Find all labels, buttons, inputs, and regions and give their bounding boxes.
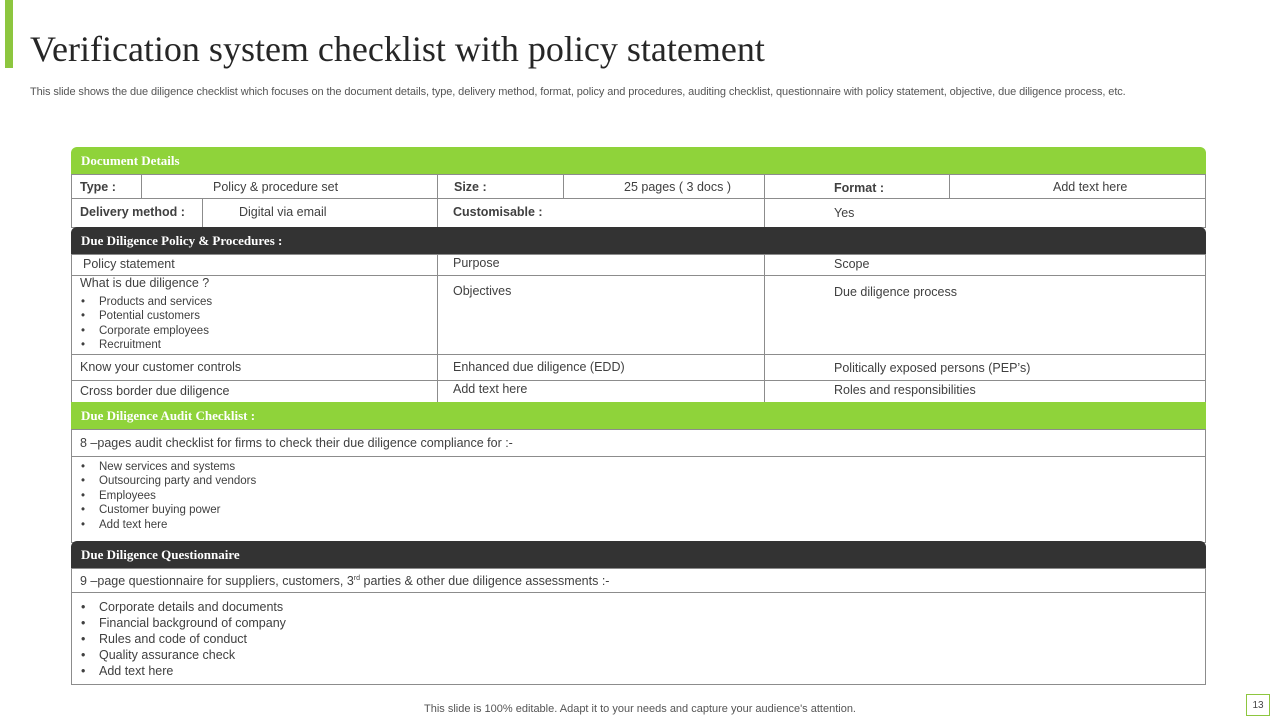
list-item: • Corporate details and documents bbox=[80, 599, 286, 615]
size-value: 25 pages ( 3 docs ) bbox=[624, 180, 732, 194]
divider bbox=[71, 275, 1206, 276]
objectives-label: Objectives bbox=[453, 284, 512, 298]
divider bbox=[437, 254, 438, 403]
divider bbox=[71, 456, 1206, 457]
list-item: • Products and services bbox=[80, 295, 212, 309]
questionnaire-intro bbox=[80, 574, 609, 588]
delivery-method-label: Delivery method : bbox=[80, 205, 185, 219]
questionnaire-intro-prefix: 9 –page questionnaire for suppliers, customers, 3 bbox=[80, 574, 354, 588]
questionnaire-heading: Due Diligence Questionnaire bbox=[81, 546, 240, 562]
divider bbox=[949, 174, 950, 198]
edd-label: Enhanced due diligence (EDD) bbox=[453, 360, 625, 374]
divider bbox=[141, 174, 142, 198]
slide-title: Verification system checklist with policy statement bbox=[30, 29, 765, 69]
divider bbox=[71, 354, 1206, 355]
audit-checklist-list bbox=[80, 460, 256, 532]
kyc-label: Know your customer controls bbox=[80, 360, 242, 374]
list-item: • Recruitment bbox=[80, 338, 212, 352]
policy-statement-label: Policy statement bbox=[83, 257, 175, 271]
page-number: 13 bbox=[1246, 694, 1270, 716]
purpose-label: Purpose bbox=[453, 256, 500, 270]
delivery-method-value: Digital via email bbox=[239, 205, 327, 219]
title-accent-bar bbox=[5, 0, 13, 68]
what-is-due-diligence-list bbox=[80, 295, 212, 353]
list-item: • Financial background of company bbox=[80, 615, 286, 631]
pep-label: Politically exposed persons (PEP’s) bbox=[834, 361, 1031, 375]
due-diligence-process-label: Due diligence process bbox=[834, 285, 957, 299]
size-label: Size : bbox=[454, 180, 487, 194]
divider bbox=[71, 198, 1206, 199]
list-item: • Customer buying power bbox=[80, 503, 256, 517]
what-is-due-diligence-label: What is due diligence ? bbox=[80, 276, 210, 290]
list-item: • Quality assurance check bbox=[80, 647, 286, 663]
cross-border-label: Cross border due diligence bbox=[80, 384, 230, 398]
divider bbox=[764, 254, 765, 403]
format-label: Format : bbox=[834, 181, 884, 195]
policy-procedures-heading: Due Diligence Policy & Procedures : bbox=[81, 232, 283, 248]
list-item: • Outsourcing party and vendors bbox=[80, 474, 256, 488]
questionnaire-list bbox=[80, 599, 286, 679]
type-label: Type : bbox=[80, 180, 116, 194]
list-item: • New services and systems bbox=[80, 460, 256, 474]
document-details-heading: Document Details bbox=[81, 152, 180, 168]
policy-procedures-header bbox=[71, 227, 1206, 254]
questionnaire-header bbox=[71, 541, 1206, 568]
format-value: Add text here bbox=[1053, 180, 1128, 194]
list-item: • Corporate employees bbox=[80, 324, 212, 338]
questionnaire-intro-sup: rd bbox=[353, 574, 361, 582]
audit-intro: 8 –pages audit checklist for firms to check their due diligence compliance for :- bbox=[80, 436, 513, 450]
audit-checklist-heading: Due Diligence Audit Checklist : bbox=[81, 407, 256, 423]
list-item: • Employees bbox=[80, 489, 256, 503]
divider bbox=[764, 174, 765, 228]
divider bbox=[71, 592, 1206, 593]
footer-note: This slide is 100% editable. Adapt it to your needs and capture your audience's attention. bbox=[424, 703, 856, 715]
scope-label: Scope bbox=[834, 257, 870, 271]
questionnaire-intro-suffix: parties & other due diligence assessments :- bbox=[360, 574, 610, 588]
divider bbox=[563, 174, 564, 198]
list-item: • Potential customers bbox=[80, 309, 212, 323]
list-item: • Add text here bbox=[80, 663, 286, 679]
customisable-label: Customisable : bbox=[453, 205, 543, 219]
document-details-header bbox=[71, 147, 1206, 174]
roles-label: Roles and responsibilities bbox=[834, 383, 976, 397]
divider bbox=[202, 198, 203, 228]
audit-checklist-header bbox=[71, 402, 1206, 429]
policy-add-text: Add text here bbox=[453, 382, 528, 396]
list-item: • Rules and code of conduct bbox=[80, 631, 286, 647]
slide-subtitle: This slide shows the due diligence checklist which focuses on the document details, type, delivery method, format, policy and procedures, auditing checklist, questionnaire with policy statement, objective, due diligence process, etc. bbox=[30, 86, 1126, 98]
type-value: Policy & procedure set bbox=[213, 180, 339, 194]
divider bbox=[71, 380, 1206, 381]
customisable-value: Yes bbox=[834, 206, 855, 220]
list-item: • Add text here bbox=[80, 518, 256, 532]
divider bbox=[437, 174, 438, 228]
